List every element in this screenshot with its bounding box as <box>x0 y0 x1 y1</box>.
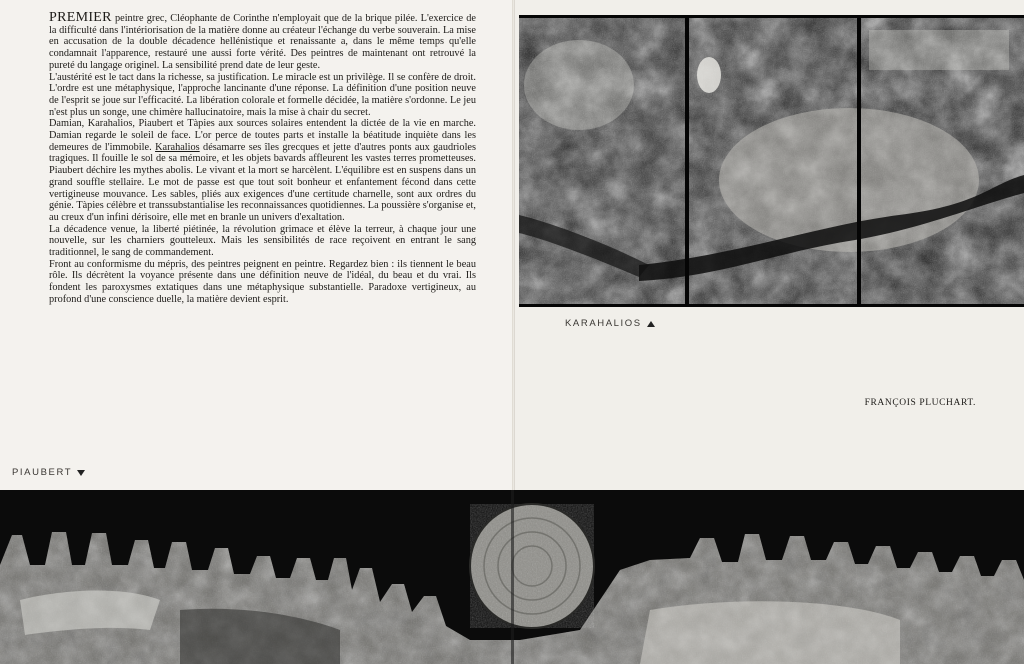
triangle-up-icon <box>647 321 655 327</box>
lead-word: PREMIER <box>49 10 112 25</box>
piaubert-painting <box>0 490 1024 664</box>
karahalios-painting <box>519 15 1024 307</box>
caption-piaubert: PIAUBERT <box>12 467 85 478</box>
textured-sphere <box>470 504 594 628</box>
panel-divider <box>857 15 861 307</box>
caption-karahalios: KARAHALIOS <box>565 318 655 329</box>
panel-divider <box>685 15 689 307</box>
author-signature: FRANÇOIS PLUCHART. <box>864 398 976 408</box>
essay-paragraph-1: PREMIER peintre grec, Cléophante de Corinthe n'employait que de la brique pilée. L'exercice de la difficulté dans l'intériorisation de la matière donne au créateur l'échange du verbe souverain. La mise en accusation de la double décadence hellénistique et renaissante a, dans le même temps qu'elle condamnait l'apparence, restauré une aussi forte vérité. Des peintres de maintenant ont retrouvé la pureté du langage originel. La sensibilité prend date de leur geste. <box>49 10 476 71</box>
triangle-down-icon <box>77 470 85 476</box>
underlined-name: Karahalios <box>155 141 200 153</box>
essay-paragraph-2: L'austérité est le tact dans la richesse, sa justification. Le miracle est un privilège. Il se confère de droit. L'ordre est une métaphysique, l'approche lancinante d'une réponse. La définition d'une position neuve de l'esprit se joue sur l'efficacité. La libération colorale et formelle décidée, la matière s'ordonne. Le jeu n'est plus un songe, une chimère hallucinatoire, mais la mise à chair du secret. <box>49 71 476 118</box>
essay-paragraph-5: Front au conformisme du mépris, des peintres peignent en peintre. Regardez bien : ils tiennent le beau rôle. Ils décrètent la voyance présente dans une définition neuve de l'idéal, du beau et du vrai. Ils fondent les paroxysmes extatiques dans une métaphysique substantielle. Paradoxe vertigineux, au profond d'une conscience duelle, la matière devient esprit. <box>49 258 476 305</box>
essay-paragraph-4: La décadence venue, la liberté piétinée, la révolution grimace et élève la terreur, à chaque jour une nouvelle, sur les charniers goutteleux. Mais les sensibilités de race reçoivent en entrant le sang traditionnel, le sang de commandement. <box>49 223 476 259</box>
essay-text <box>49 12 476 306</box>
essay-paragraph-3: Damian, Karahalios, Piaubert et Tàpies aux sources solaires entendent la dictée de la vie en marche. Damian regarde le soleil de face. L'or perce de toutes parts et installe la béatitude inquiète dans les demeures de l'immobile. Karahalios désamarre ses îles grecques et jette d'autres ponts aux gaudrioles tragiques. Il fouille le sol de sa mémoire, et les objets bavards affleurent les vastes terres prometteuses. Piaubert déchire les mythes abolis. Le vivant et la mort se harcèlent. L'équilibre est en suspens dans un grand souffle stellaire. Le mot de passe est que tout soit bonheur et enfantement fécond dans cette vertigineuse mouvance. Les sables, pliés aux exigences d'une certitude charnelle, sont aux ordres du génie. Tàpies célèbre et transsubstantialise les reconnaissances quotidiennes. La poussière s'organise et, au creux d'un infini dérisoire, elle met en branle un univers d'exaltation. <box>49 118 477 223</box>
